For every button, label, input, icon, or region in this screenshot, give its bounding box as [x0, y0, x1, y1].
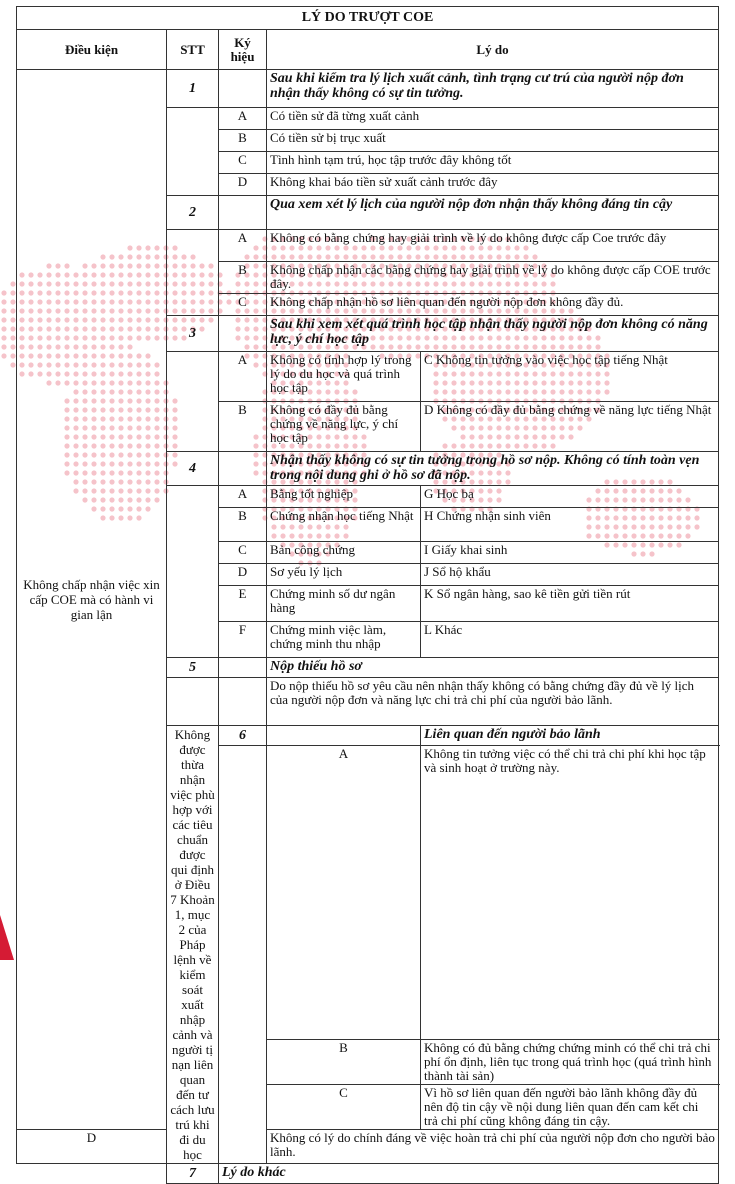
group-1-item-c-symbol: C — [219, 152, 267, 174]
group-5-stt-span — [167, 678, 219, 726]
group-3-item-a-left: Không có tính hợp lý trong lý do du học và quá trình học tập — [267, 352, 421, 402]
group-1-item-c-text: Tình hình tạm trú, học tập trước đây không tốt — [267, 152, 719, 174]
group-1-item-b-text: Có tiền sử bị trục xuất — [267, 130, 719, 152]
group-2-item-a-text: Không có bằng chứng hay giải trình về lý do không được cấp Coe trước đây — [267, 230, 719, 262]
map-dot — [1, 335, 6, 340]
group-2-stt: 2 — [167, 196, 219, 230]
group-3-stt-span — [167, 352, 219, 452]
red-corner-accent — [0, 915, 14, 960]
group-4-item-c-symbol: C — [219, 542, 267, 564]
map-dot — [1, 299, 6, 304]
map-dot — [10, 362, 15, 367]
group-3-item-a-symbol: A — [219, 352, 267, 402]
group-4-item-a-symbol: A — [219, 486, 267, 508]
group-5-stt: 5 — [167, 658, 219, 678]
map-dot — [10, 317, 15, 322]
group-1-stt: 1 — [167, 70, 219, 108]
group-6-item-c-symbol: C — [267, 1085, 421, 1130]
group-4-item-a-right: G Học bạ — [421, 486, 719, 508]
group-3-item-a-right: C Không tin tưởng vào việc học tập tiếng Nhật — [421, 352, 719, 402]
group-6-item-d-text: Không có lý do chính đáng về việc hoàn trả chi phí của người nộp đơn cho người bảo lãnh. — [267, 1130, 719, 1164]
condition-fraud: Không chấp nhận việc xin cấp COE mà có hành vi gian lận — [17, 70, 167, 1130]
group-6-symbol-empty — [267, 726, 421, 746]
group-5-symbol-empty — [219, 658, 267, 678]
group-4-symbol-empty — [219, 452, 267, 486]
group-3-title: Sau khi xem xét quá trình học tập nhận thấy người nộp đơn không có năng lực, ý chí học tập — [267, 316, 719, 352]
group-7-stt: 7 — [167, 1164, 219, 1184]
group-6-item-a-text: Không tin tưởng việc có thể chi trả chi phí khi học tập và sinh hoạt ở trường này. — [421, 746, 719, 1040]
group-6-stt-span — [219, 746, 267, 1164]
group-5-description: Do nộp thiếu hồ sơ yêu cầu nên nhận thấy không có bằng chứng đầy đủ về lý lịch của người nộp đơn và năng lực chi trả chi phí của người bảo lãnh. — [267, 678, 719, 726]
group-4-item-e-symbol: E — [219, 586, 267, 622]
group-4-item-c-right: I Giấy khai sinh — [421, 542, 719, 564]
group-4-item-b-right: H Chứng nhận sinh viên — [421, 508, 719, 542]
header-stt: STT — [167, 30, 219, 70]
coe-reasons-table — [16, 6, 719, 1184]
group-4-item-b-left: Chứng nhận học tiếng Nhật — [267, 508, 421, 542]
condition-standards: Không được thừa nhận việc phù hợp với các tiêu chuẩn được qui định ở Điều 7 Khoản 1, mục 2 của Pháp lệnh về kiểm soát xuất nhập cảnh và người tị nạn liên quan đến tư cách lưu trú khi đi du học — [167, 726, 219, 1164]
group-4-item-d-left: Sơ yếu lý lịch — [267, 564, 421, 586]
group-4-item-d-right: J Sổ hộ khẩu — [421, 564, 719, 586]
group-6-item-d-symbol: D — [17, 1130, 167, 1164]
group-4-item-b-symbol: B — [219, 508, 267, 542]
group-2-item-b-text: Không chấp nhận các bằng chứng hay giải trình về lý do không được cấp COE trước đây. — [267, 262, 719, 294]
group-4-stt-span — [167, 486, 219, 658]
condition-empty — [17, 1164, 167, 1184]
group-4-item-e-left: Chứng minh số dư ngân hàng — [267, 586, 421, 622]
group-6-item-b-symbol: B — [267, 1040, 421, 1085]
group-2-item-c-text: Không chấp nhận hồ sơ liên quan đến người nộp đơn không đầy đủ. — [267, 294, 719, 316]
group-4-stt: 4 — [167, 452, 219, 486]
map-dot — [1, 344, 6, 349]
map-dot — [1, 353, 6, 358]
group-6-item-a-symbol: A — [267, 746, 421, 1040]
header-condition: Điều kiện — [17, 30, 167, 70]
group-6-item-c-text: Vì hồ sơ liên quan đến người bảo lãnh không đầy đủ nên độ tin cậy về nội dung liên quan đến cam kết chi trả chi phí cũng không đáng tin cậy. — [421, 1085, 719, 1130]
group-1-item-d-text: Không khai báo tiền sử xuất cảnh trước đây — [267, 174, 719, 196]
group-6-title: Liên quan đến người bảo lãnh — [421, 726, 719, 746]
group-3-symbol-empty — [219, 316, 267, 352]
map-dot — [10, 353, 15, 358]
group-2-item-a-symbol: A — [219, 230, 267, 262]
map-dot — [1, 326, 6, 331]
group-6-item-b-text: Không có đủ bằng chứng chứng minh có thể chi trả chi phí ổn định, liên tục trong quá trình học (quá trình hình thành tài sản) — [421, 1040, 719, 1085]
header-reason: Lý do — [267, 30, 719, 70]
group-4-item-f-symbol: F — [219, 622, 267, 658]
header-symbol: Ký hiệu — [219, 30, 267, 70]
map-dot — [10, 326, 15, 331]
group-1-stt-span — [167, 108, 219, 196]
group-3-item-b-symbol: B — [219, 402, 267, 452]
group-3-item-b-right: D Không có đầy đủ bằng chứng về năng lực tiếng Nhật — [421, 402, 719, 452]
map-dot — [1, 308, 6, 313]
group-5-title: Nộp thiếu hồ sơ — [267, 658, 719, 678]
group-1-item-a-symbol: A — [219, 108, 267, 130]
group-5-desc-symbol-empty — [219, 678, 267, 726]
map-dot — [10, 299, 15, 304]
group-1-item-a-text: Có tiền sử đã từng xuất cảnh — [267, 108, 719, 130]
group-4-item-d-symbol: D — [219, 564, 267, 586]
group-4-item-c-left: Bản công chứng — [267, 542, 421, 564]
group-2-item-c-symbol: C — [219, 294, 267, 316]
group-6-stt: 6 — [219, 726, 267, 746]
group-1-symbol-empty — [219, 70, 267, 108]
group-7-title: Lý do khác — [219, 1164, 719, 1184]
map-dot — [10, 335, 15, 340]
group-1-item-d-symbol: D — [219, 174, 267, 196]
map-dot — [10, 290, 15, 295]
group-4-title: Nhận thấy không có sự tin tưởng trong hồ sơ nộp. Không có tính toàn vẹn trong nội dung ghi ở hồ sơ đã nộp. — [267, 452, 719, 486]
group-4-item-f-left: Chứng minh việc làm, chứng minh thu nhập — [267, 622, 421, 658]
map-dot — [10, 308, 15, 313]
group-1-item-b-symbol: B — [219, 130, 267, 152]
group-2-stt-span — [167, 230, 219, 316]
group-2-title: Qua xem xét lý lịch của người nộp đơn nhận thấy không đáng tin cậy — [267, 196, 719, 230]
table-title: LÝ DO TRƯỢT COE — [17, 7, 719, 30]
group-2-symbol-empty — [219, 196, 267, 230]
group-4-item-a-left: Bằng tốt nghiệp — [267, 486, 421, 508]
group-4-item-f-right: L Khác — [421, 622, 719, 658]
group-3-item-b-left: Không có đầy đủ bằng chứng về năng lực, ý chí học tập — [267, 402, 421, 452]
group-4-item-e-right: K Sổ ngân hàng, sao kê tiền gửi tiền rút — [421, 586, 719, 622]
group-2-item-b-symbol: B — [219, 262, 267, 294]
map-dot — [10, 344, 15, 349]
group-1-title: Sau khi kiểm tra lý lịch xuất cảnh, tình trạng cư trú của người nộp đơn nhận thấy không có sự tin tưởng. — [267, 70, 719, 108]
group-3-stt: 3 — [167, 316, 219, 352]
map-dot — [1, 290, 6, 295]
map-dot — [10, 281, 15, 286]
map-dot — [1, 317, 6, 322]
